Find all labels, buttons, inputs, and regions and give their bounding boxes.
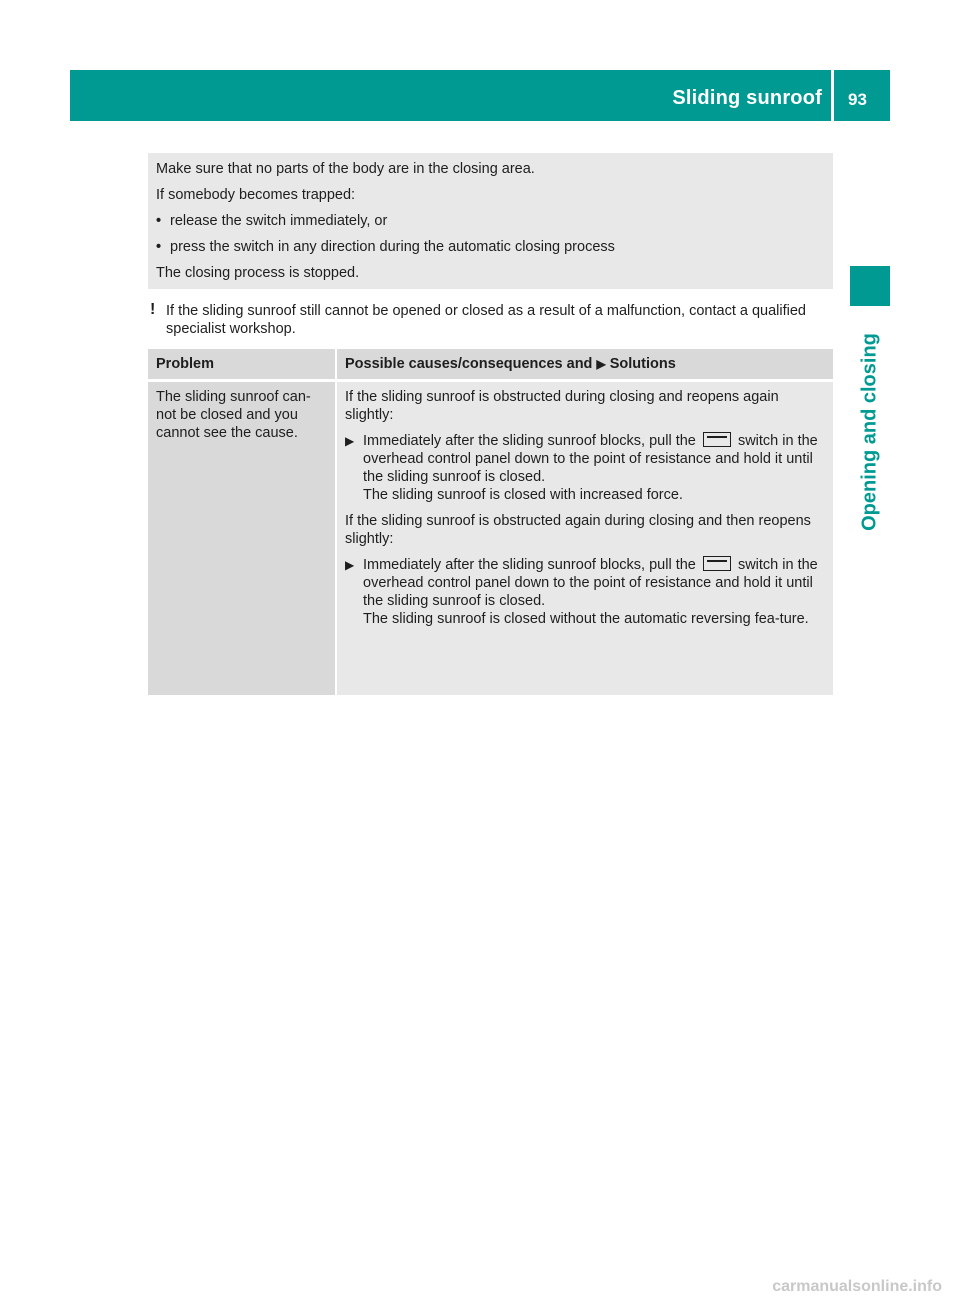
watermark: carmanualsonline.info: [772, 1278, 942, 1295]
cause-paragraph: If the sliding sunroof is obstructed again during closing and then reopens slightly:: [345, 512, 811, 547]
page-header: [70, 70, 890, 121]
section-title: Sliding sunroof: [672, 87, 822, 109]
column-header-problem: Problem: [148, 349, 336, 380]
header-divider: [831, 70, 834, 121]
problem-cell: The sliding sunroof can-not be closed and you cannot see the cause.: [148, 380, 336, 695]
arrow-icon: ▶: [345, 433, 355, 448]
warning-bullet: • release the switch immediately, or: [156, 213, 388, 229]
column-header-solutions: Possible causes/consequences and ▶ Solutions: [336, 349, 833, 380]
note-text: If the sliding sunroof still cannot be opened or closed as a result of a malfunction, contact a qualified specialist workshop.: [166, 303, 806, 337]
solution-step: ▶ Immediately after the sliding sunroof blocks, pull the switch in the overhead control panel down to the point of resistance and hold it until the sliding sunroof is closed. The sliding sunroof is closed without the automatic reversing fea-ture.: [345, 556, 818, 627]
warning-bullet: • press the switch in any direction during the automatic closing process: [156, 239, 615, 255]
warning-line-3: The closing process is stopped.: [156, 265, 360, 281]
bullet-icon: •: [156, 239, 162, 255]
bullet-icon: •: [156, 213, 162, 229]
exclamation-icon: !: [150, 301, 156, 318]
chapter-tab-marker: [850, 266, 890, 306]
warning-line-2: If somebody becomes trapped:: [156, 187, 356, 203]
chapter-label: Opening and closing: [858, 333, 881, 531]
troubleshooting-table: [148, 349, 833, 695]
malfunction-note: [150, 302, 830, 338]
sunroof-switch-icon: [703, 432, 731, 447]
solution-cell: [336, 380, 833, 695]
arrow-icon: ▶: [345, 557, 355, 572]
table-row: [148, 380, 833, 695]
warning-box: [148, 153, 833, 289]
solution-step: ▶ Immediately after the sliding sunroof blocks, pull the switch in the overhead control panel down to the point of resistance and hold it until the sliding sunroof is closed. The sliding sunroof is closed with increased force.: [345, 432, 818, 503]
arrow-icon: ▶: [596, 357, 606, 371]
table-header-row: [148, 349, 833, 380]
page-number: 93: [848, 90, 867, 109]
cause-paragraph: If the sliding sunroof is obstructed during closing and reopens again slightly:: [345, 388, 779, 423]
sunroof-switch-icon: [703, 556, 731, 571]
warning-line-1: Make sure that no parts of the body are in the closing area.: [156, 161, 535, 177]
